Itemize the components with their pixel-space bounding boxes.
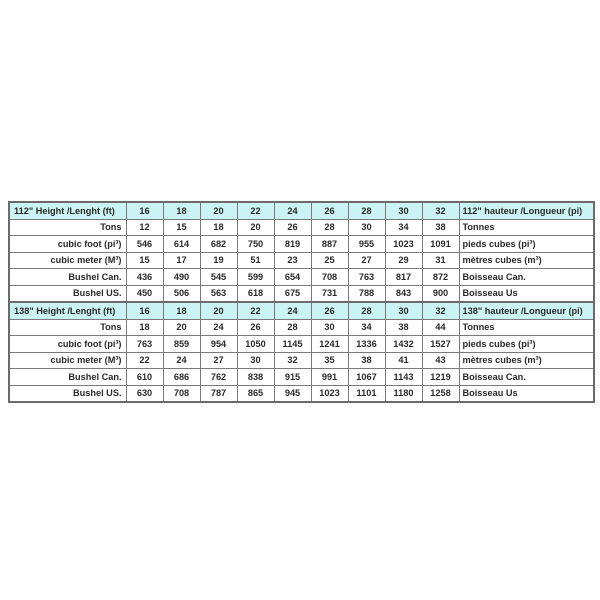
section-header-row	[9, 302, 594, 319]
value-cell: 630	[126, 385, 163, 402]
length-header-cell: 28	[348, 302, 385, 319]
length-header-cell: 18	[163, 202, 200, 219]
value-cell: 762	[200, 369, 237, 386]
value-cell: 51	[237, 252, 274, 269]
value-cell: 436	[126, 269, 163, 286]
value-cell: 1050	[237, 336, 274, 353]
value-cell: 38	[385, 319, 422, 336]
value-cell: 1180	[385, 385, 422, 402]
value-cell: 450	[126, 285, 163, 302]
value-cell: 44	[422, 319, 459, 336]
value-cell: 38	[348, 352, 385, 369]
value-cell: 41	[385, 352, 422, 369]
value-cell: 819	[274, 236, 311, 253]
value-cell: 817	[385, 269, 422, 286]
value-cell: 954	[200, 336, 237, 353]
value-cell: 545	[200, 269, 237, 286]
value-cell: 991	[311, 369, 348, 386]
value-cell: 26	[237, 319, 274, 336]
length-header-cell: 30	[385, 302, 422, 319]
value-cell: 872	[422, 269, 459, 286]
table-row	[9, 269, 594, 286]
value-cell: 599	[237, 269, 274, 286]
length-header-cell: 32	[422, 202, 459, 219]
value-cell: 34	[348, 319, 385, 336]
value-cell: 838	[237, 369, 274, 386]
row-label-en: cubic meter (M³)	[9, 252, 126, 269]
row-label-en: Bushel Can.	[9, 269, 126, 286]
value-cell: 490	[163, 269, 200, 286]
value-cell: 1145	[274, 336, 311, 353]
row-label-fr: Boisseau Us	[459, 285, 594, 302]
row-label-en: Bushel US.	[9, 385, 126, 402]
value-cell: 618	[237, 285, 274, 302]
value-cell: 1336	[348, 336, 385, 353]
row-label-fr: Tonnes	[459, 319, 594, 336]
table-row	[9, 252, 594, 269]
row-label-en: Bushel Can.	[9, 369, 126, 386]
row-label-fr: Boisseau Us	[459, 385, 594, 402]
value-cell: 1258	[422, 385, 459, 402]
value-cell: 18	[200, 219, 237, 236]
value-cell: 32	[274, 352, 311, 369]
value-cell: 614	[163, 236, 200, 253]
row-label-fr: Tonnes	[459, 219, 594, 236]
value-cell: 763	[348, 269, 385, 286]
row-label-fr: Boisseau Can.	[459, 269, 594, 286]
value-cell: 30	[348, 219, 385, 236]
value-cell: 29	[385, 252, 422, 269]
table-body	[9, 202, 594, 402]
value-cell: 563	[200, 285, 237, 302]
value-cell: 763	[126, 336, 163, 353]
length-header-cell: 22	[237, 202, 274, 219]
value-cell: 34	[385, 219, 422, 236]
value-cell: 887	[311, 236, 348, 253]
value-cell: 27	[348, 252, 385, 269]
value-cell: 27	[200, 352, 237, 369]
row-label-fr: mètres cubes (m³)	[459, 352, 594, 369]
value-cell: 506	[163, 285, 200, 302]
value-cell: 686	[163, 369, 200, 386]
value-cell: 25	[311, 252, 348, 269]
value-cell: 24	[200, 319, 237, 336]
table-row	[9, 285, 594, 302]
length-header-cell: 18	[163, 302, 200, 319]
row-label-en: Tons	[9, 219, 126, 236]
value-cell: 24	[163, 352, 200, 369]
value-cell: 35	[311, 352, 348, 369]
length-header-cell: 20	[200, 202, 237, 219]
value-cell: 38	[422, 219, 459, 236]
length-header-cell: 26	[311, 202, 348, 219]
value-cell: 1091	[422, 236, 459, 253]
value-cell: 915	[274, 369, 311, 386]
value-cell: 654	[274, 269, 311, 286]
value-cell: 20	[237, 219, 274, 236]
value-cell: 750	[237, 236, 274, 253]
value-cell: 708	[311, 269, 348, 286]
table-row	[9, 219, 594, 236]
value-cell: 30	[237, 352, 274, 369]
section-header-label-en: 138" Height /Lenght (ft)	[9, 302, 126, 319]
value-cell: 31	[422, 252, 459, 269]
value-cell: 1241	[311, 336, 348, 353]
value-cell: 546	[126, 236, 163, 253]
section-header-label-fr: 112" hauteur /Longueur (pi)	[459, 202, 594, 219]
table-row	[9, 236, 594, 253]
row-label-en: cubic foot (pi³)	[9, 336, 126, 353]
value-cell: 955	[348, 236, 385, 253]
row-label-en: cubic meter (M³)	[9, 352, 126, 369]
value-cell: 20	[163, 319, 200, 336]
value-cell: 17	[163, 252, 200, 269]
value-cell: 675	[274, 285, 311, 302]
value-cell: 865	[237, 385, 274, 402]
length-header-cell: 28	[348, 202, 385, 219]
value-cell: 43	[422, 352, 459, 369]
value-cell: 26	[274, 219, 311, 236]
table-row	[9, 369, 594, 386]
value-cell: 30	[311, 319, 348, 336]
value-cell: 731	[311, 285, 348, 302]
section-header-label-en: 112" Height /Lenght (ft)	[9, 202, 126, 219]
row-label-fr: Boisseau Can.	[459, 369, 594, 386]
value-cell: 1023	[311, 385, 348, 402]
value-cell: 15	[126, 252, 163, 269]
value-cell: 1219	[422, 369, 459, 386]
length-header-cell: 24	[274, 202, 311, 219]
table-row	[9, 352, 594, 369]
value-cell: 28	[311, 219, 348, 236]
value-cell: 682	[200, 236, 237, 253]
value-cell: 945	[274, 385, 311, 402]
value-cell: 787	[200, 385, 237, 402]
length-header-cell: 20	[200, 302, 237, 319]
length-header-cell: 16	[126, 202, 163, 219]
table-row	[9, 319, 594, 336]
value-cell: 28	[274, 319, 311, 336]
value-cell: 15	[163, 219, 200, 236]
value-cell: 610	[126, 369, 163, 386]
value-cell: 1143	[385, 369, 422, 386]
length-header-cell: 22	[237, 302, 274, 319]
value-cell: 1527	[422, 336, 459, 353]
value-cell: 788	[348, 285, 385, 302]
row-label-fr: pieds cubes (pi³)	[459, 236, 594, 253]
length-header-cell: 30	[385, 202, 422, 219]
length-header-cell: 32	[422, 302, 459, 319]
value-cell: 1101	[348, 385, 385, 402]
row-label-en: cubic foot (pi³)	[9, 236, 126, 253]
section-header-label-fr: 138" hauteur /Longueur (pi)	[459, 302, 594, 319]
length-header-cell: 16	[126, 302, 163, 319]
value-cell: 18	[126, 319, 163, 336]
row-label-fr: pieds cubes (pi³)	[459, 336, 594, 353]
value-cell: 900	[422, 285, 459, 302]
length-header-cell: 24	[274, 302, 311, 319]
value-cell: 708	[163, 385, 200, 402]
value-cell: 22	[126, 352, 163, 369]
value-cell: 1023	[385, 236, 422, 253]
row-label-en: Bushel US.	[9, 285, 126, 302]
value-cell: 23	[274, 252, 311, 269]
value-cell: 859	[163, 336, 200, 353]
length-header-cell: 26	[311, 302, 348, 319]
value-cell: 1067	[348, 369, 385, 386]
row-label-en: Tons	[9, 319, 126, 336]
value-cell: 12	[126, 219, 163, 236]
value-cell: 19	[200, 252, 237, 269]
section-header-row	[9, 202, 594, 219]
row-label-fr: mètres cubes (m³)	[459, 252, 594, 269]
capacity-table	[8, 201, 595, 403]
table-row	[9, 336, 594, 353]
value-cell: 1432	[385, 336, 422, 353]
table-row	[9, 385, 594, 402]
value-cell: 843	[385, 285, 422, 302]
